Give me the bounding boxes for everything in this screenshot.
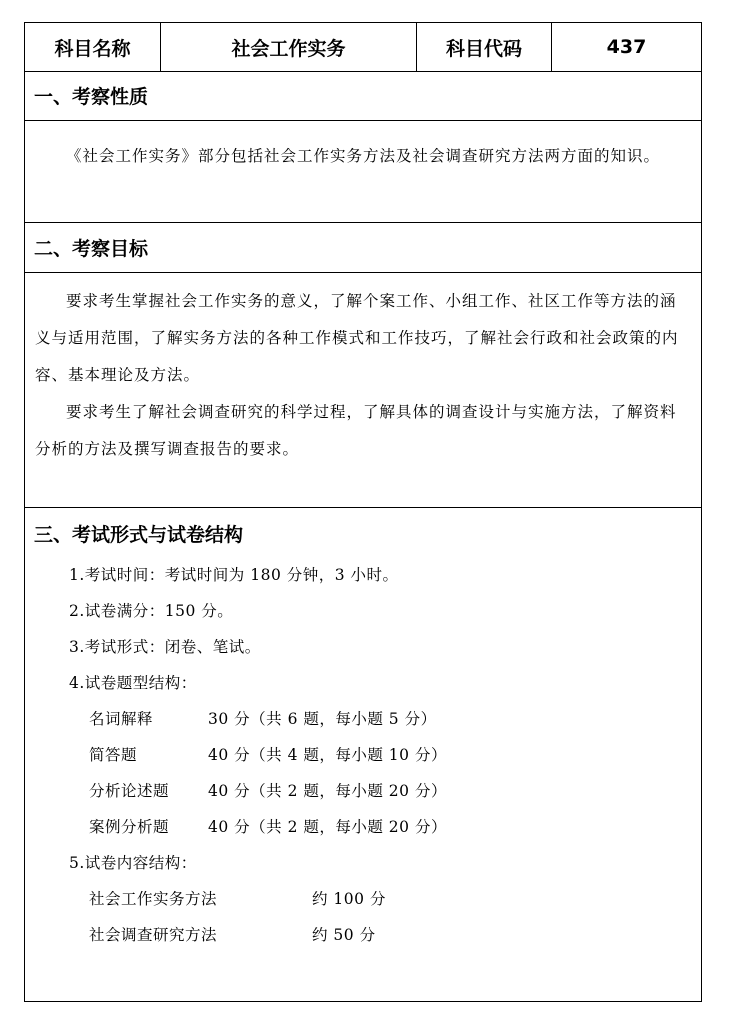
question-type-name: 案例分析题 xyxy=(89,818,170,836)
subject-name-label: 科目名称 xyxy=(25,23,161,71)
subject-name: 社会工作实务 xyxy=(161,23,417,71)
section-2-body xyxy=(25,273,701,508)
question-type-detail: 40 分（共 2 题，每小题 20 分） xyxy=(208,782,447,800)
full-score-item: 2.试卷满分：150 分。 xyxy=(69,602,234,620)
section-2-title: 二、考察目标 xyxy=(25,223,701,273)
question-type-heading: 4.试卷题型结构： xyxy=(69,674,197,692)
question-type-detail: 40 分（共 2 题，每小题 20 分） xyxy=(208,818,447,836)
content-structure-name: 社会调查研究方法 xyxy=(89,926,218,944)
content-structure-heading: 5.试卷内容结构： xyxy=(69,854,197,872)
subject-code: 437 xyxy=(606,36,647,58)
question-type-detail: 30 分（共 6 题，每小题 5 分） xyxy=(208,710,437,728)
content-structure-score: 约 100 分 xyxy=(312,890,386,908)
section-1-body xyxy=(25,121,701,223)
exam-time-item: 1.考试时间：考试时间为 180 分钟，3 小时。 xyxy=(69,566,399,584)
subject-code-label: 科目代码 xyxy=(417,23,552,71)
section-1-title: 一、考察性质 xyxy=(25,71,701,121)
section-1-paragraph: 《社会工作实务》部分包括社会工作实务方法及社会调查研究方法两方面的知识。 xyxy=(66,147,661,165)
content-structure-name: 社会工作实务方法 xyxy=(89,890,218,908)
question-type-name: 分析论述题 xyxy=(89,782,170,800)
question-type-name: 名词解释 xyxy=(89,710,154,728)
question-type-detail: 40 分（共 4 题，每小题 10 分） xyxy=(208,746,447,764)
content-structure-score: 约 50 分 xyxy=(312,926,376,944)
section-2-paragraph-2: 要求考生了解社会调查研究的科学过程，了解具体的调查设计与实施方法，了解资料分析的方法及撰写调查报告的要求。 xyxy=(35,403,677,458)
exam-format-item: 3.考试形式：闭卷、笔试。 xyxy=(69,638,261,656)
question-type-name: 简答题 xyxy=(89,746,138,764)
section-3-title: 三、考试形式与试卷结构 xyxy=(34,523,244,546)
section-2-paragraph-1: 要求考生掌握社会工作实务的意义，了解个案工作、小组工作、社区工作等方法的涵义与适用范围，了解实务方法的各种工作模式和工作技巧，了解社会行政和社会政策的内容、基本理论及方法。 xyxy=(35,292,679,384)
exam-outline-table xyxy=(24,22,702,1002)
header-row xyxy=(25,23,701,72)
